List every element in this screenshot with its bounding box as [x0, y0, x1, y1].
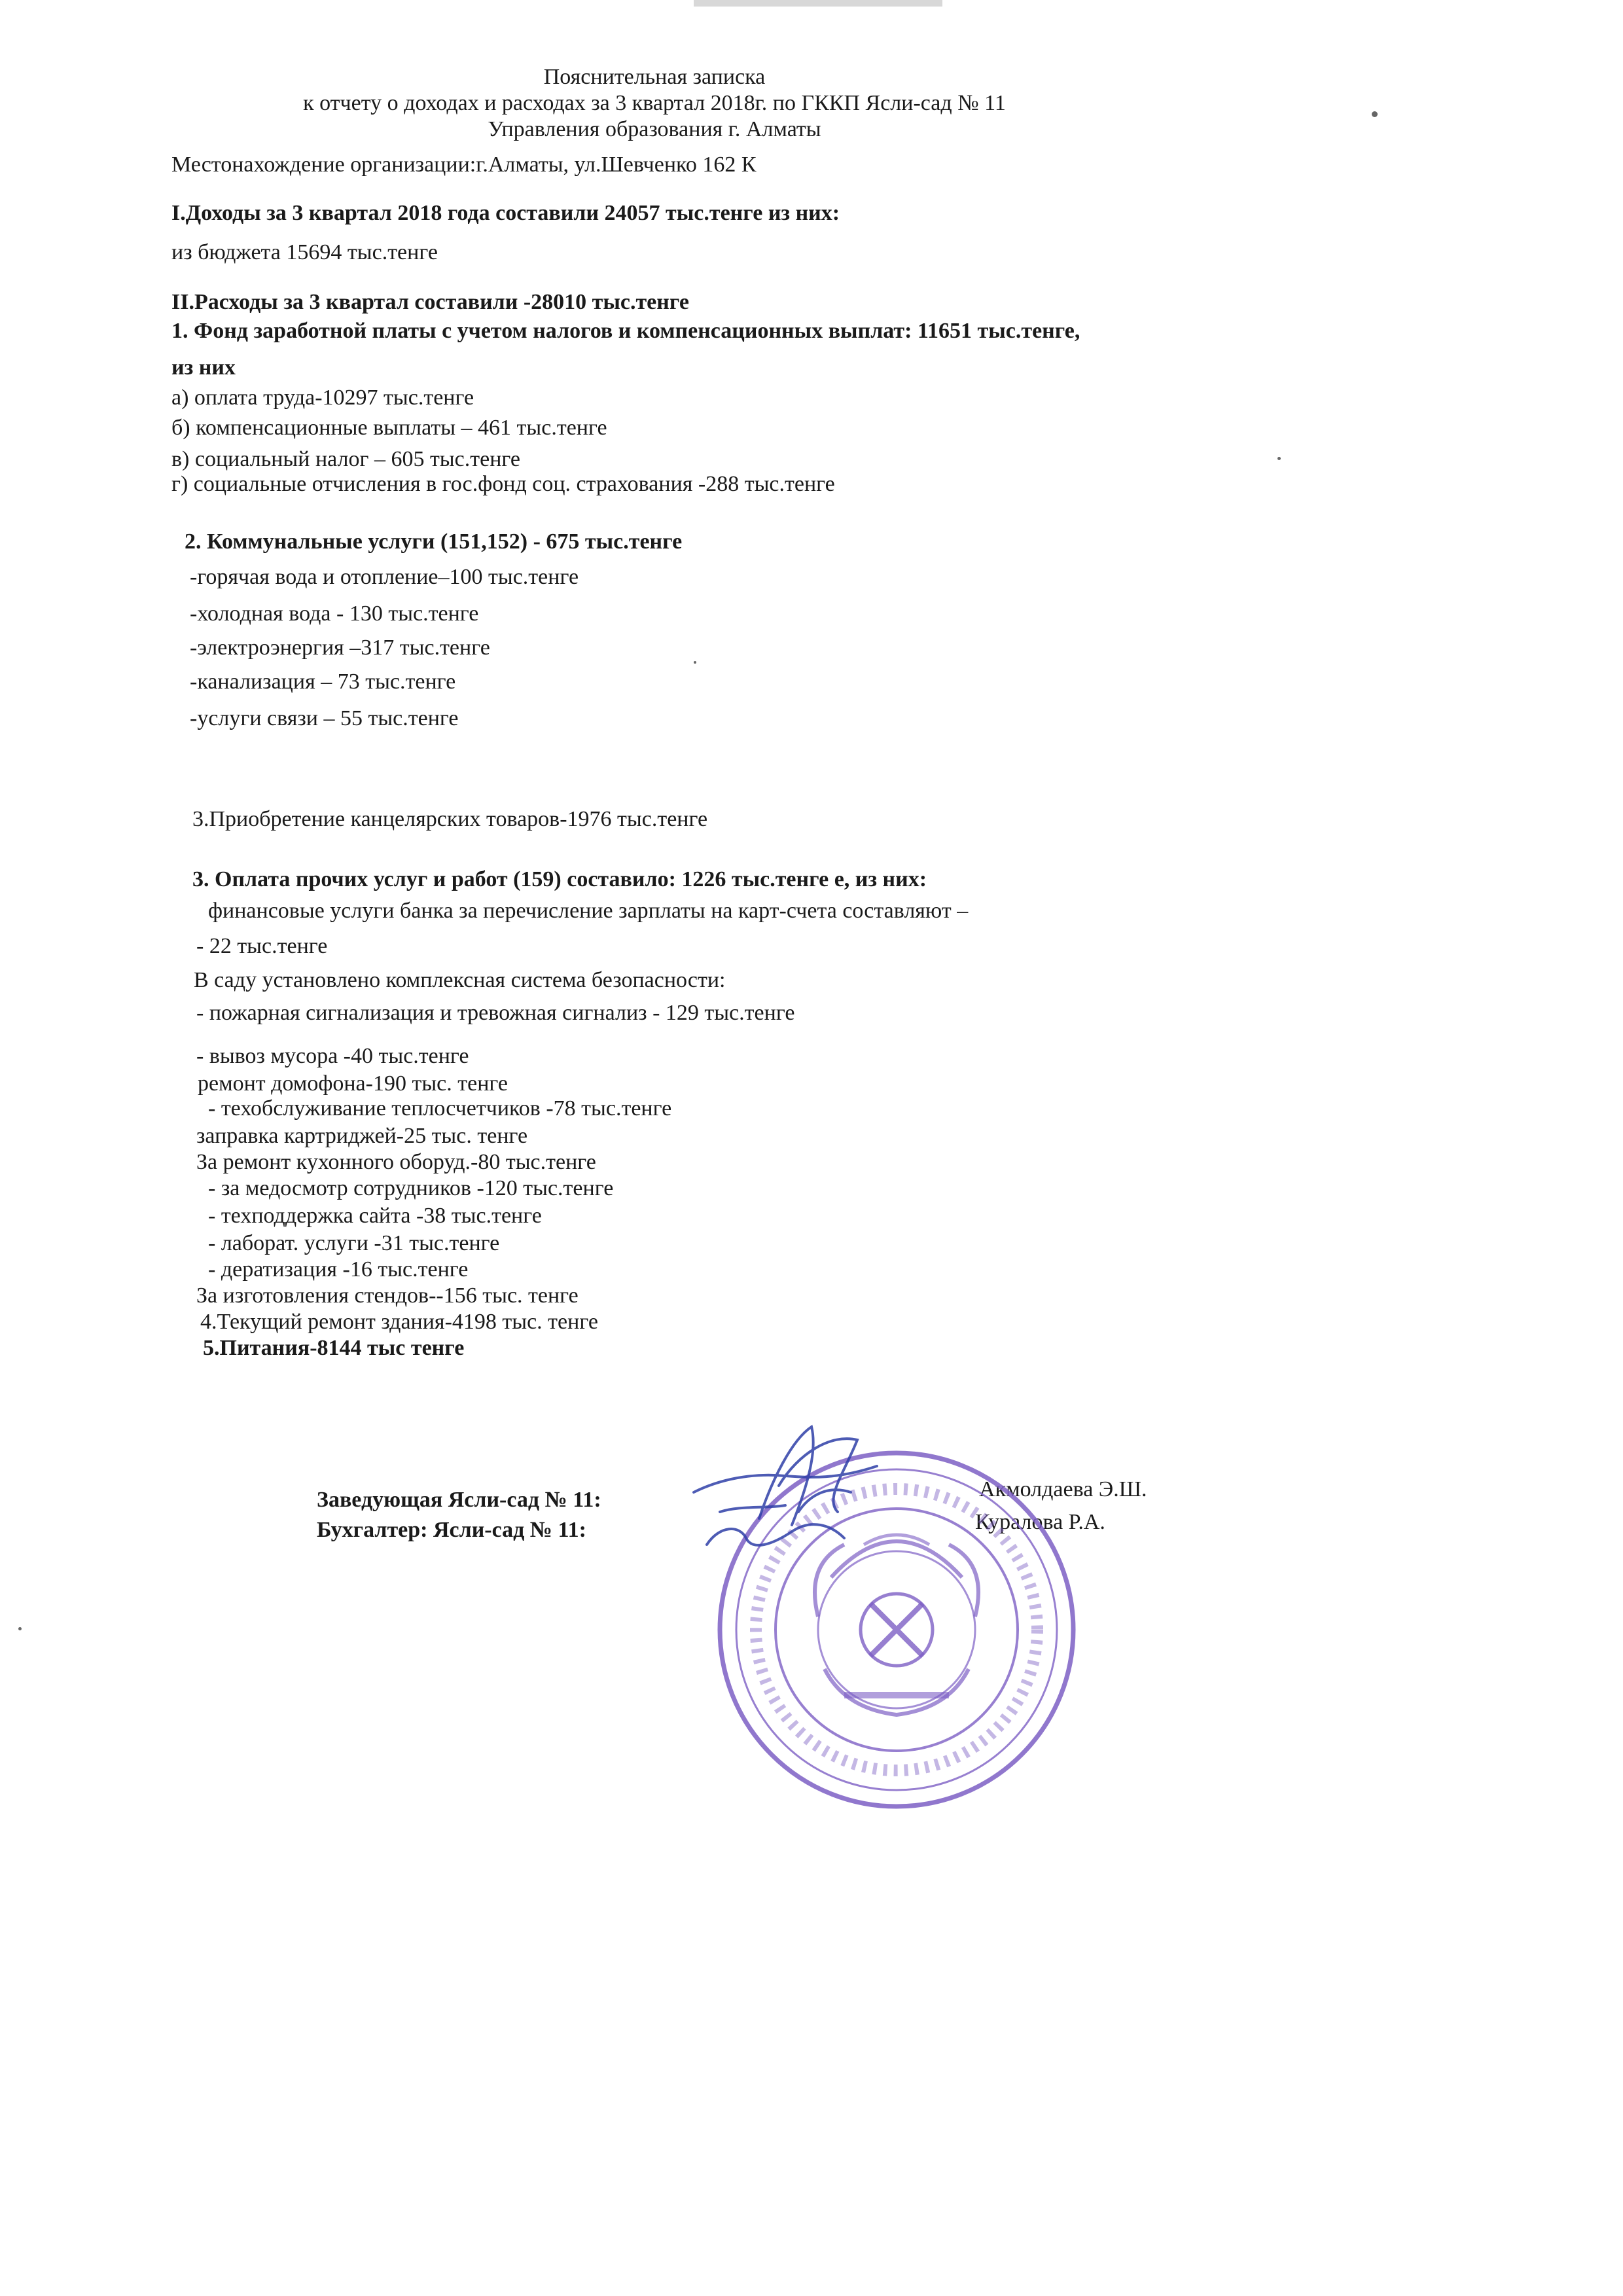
utilities-item: -канализация – 73 тыс.тенге	[190, 670, 456, 694]
other-services-item: - техподдержка сайта -38 тыс.тенге	[208, 1204, 542, 1228]
food-expense: 5.Питания-8144 тыс тенге	[203, 1336, 465, 1360]
doc-department: Управления образования г. Алматы	[488, 117, 821, 141]
accountant-role: Бухгалтер: Ясли-сад № 11:	[317, 1518, 586, 1542]
other-services-item: ремонт домофона-190 тыс. тенге	[198, 1071, 508, 1096]
doc-location: Местонахождение организации:г.Алматы, ул.Шевченко 162 К	[171, 152, 757, 177]
accountant-name: Куралова Р.А.	[975, 1510, 1105, 1534]
director-name: Акмолдаева Э.Ш.	[979, 1477, 1147, 1501]
other-services-item: За ремонт кухонного оборуд.-80 тыс.тенге	[196, 1150, 596, 1174]
scan-speck	[694, 661, 696, 664]
income-budget: из бюджета 15694 тыс.тенге	[171, 240, 438, 264]
scan-speck	[1372, 111, 1378, 117]
scan-speck	[1277, 457, 1281, 460]
payroll-item: г) социальные отчисления в гос.фонд соц. страхования -288 тыс.тенге	[171, 472, 835, 496]
utilities-item: -холодная вода - 130 тыс.тенге	[190, 601, 479, 626]
payroll-heading: 1. Фонд заработной платы с учетом налогов и компенсационных выплат: 11651 тыс.тенге,	[171, 319, 1080, 343]
other-services-item: В саду установлено комплексная система безопасности:	[194, 968, 726, 992]
payroll-item: а) оплата труда-10297 тыс.тенге	[171, 386, 474, 410]
other-services-heading: 3. Оплата прочих услуг и работ (159) составило: 1226 тыс.тенге е, из них:	[192, 867, 927, 891]
other-services-item: - дератизация -16 тыс.тенге	[208, 1257, 469, 1282]
handwritten-signature-icon	[681, 1414, 890, 1571]
other-services-item: - лаборат. услуги -31 тыс.тенге	[208, 1231, 500, 1255]
utilities-item: -услуги связи – 55 тыс.тенге	[190, 706, 459, 730]
office-supplies: 3.Приобретение канцелярских товаров-1976 тыс.тенге	[192, 807, 708, 831]
other-services-item: заправка картриджей-25 тыс. тенге	[196, 1124, 528, 1148]
income-heading: I.Доходы за 3 квартал 2018 года составили 24057 тыс.тенге из них:	[171, 201, 840, 225]
director-role: Заведующая Ясли-сад № 11:	[317, 1488, 601, 1512]
payroll-heading-cont: из них	[171, 355, 236, 380]
other-services-item: За изготовления стендов--156 тыс. тенге	[196, 1283, 579, 1308]
utilities-item: -горячая вода и отопление–100 тыс.тенге	[190, 565, 579, 589]
other-services-item: - пожарная сигнализация и тревожная сигнализ - 129 тыс.тенге	[196, 1001, 795, 1025]
other-services-item: - техобслуживание теплосчетчиков -78 тыс.тенге	[208, 1096, 672, 1121]
other-services-item: - вывоз мусора -40 тыс.тенге	[196, 1044, 469, 1068]
utilities-item: -электроэнергия –317 тыс.тенге	[190, 636, 490, 660]
doc-subtitle: к отчету о доходах и расходах за 3 квартал 2018г. по ГККП Ясли-сад № 11	[303, 91, 1006, 115]
building-repair: 4.Текущий ремонт здания-4198 тыс. тенге	[200, 1310, 598, 1334]
payroll-item: б) компенсационные выплаты – 461 тыс.тенге	[171, 416, 607, 440]
doc-title: Пояснительная записка	[543, 65, 766, 89]
utilities-heading: 2. Коммунальные услуги (151,152) - 675 тыс.тенге	[185, 529, 683, 554]
other-services-item: - 22 тыс.тенге	[196, 934, 328, 958]
scan-speck	[18, 1627, 22, 1630]
expenses-heading: II.Расходы за 3 квартал составили -28010 тыс.тенге	[171, 290, 689, 314]
other-services-item: финансовые услуги банка за перечисление зарплаты на карт-счета составляют –	[208, 899, 969, 923]
payroll-item: в) социальный налог – 605 тыс.тенге	[171, 447, 520, 471]
scan-artifact	[694, 0, 942, 7]
other-services-item: - за медосмотр сотрудников -120 тыс.тенге	[208, 1176, 614, 1200]
